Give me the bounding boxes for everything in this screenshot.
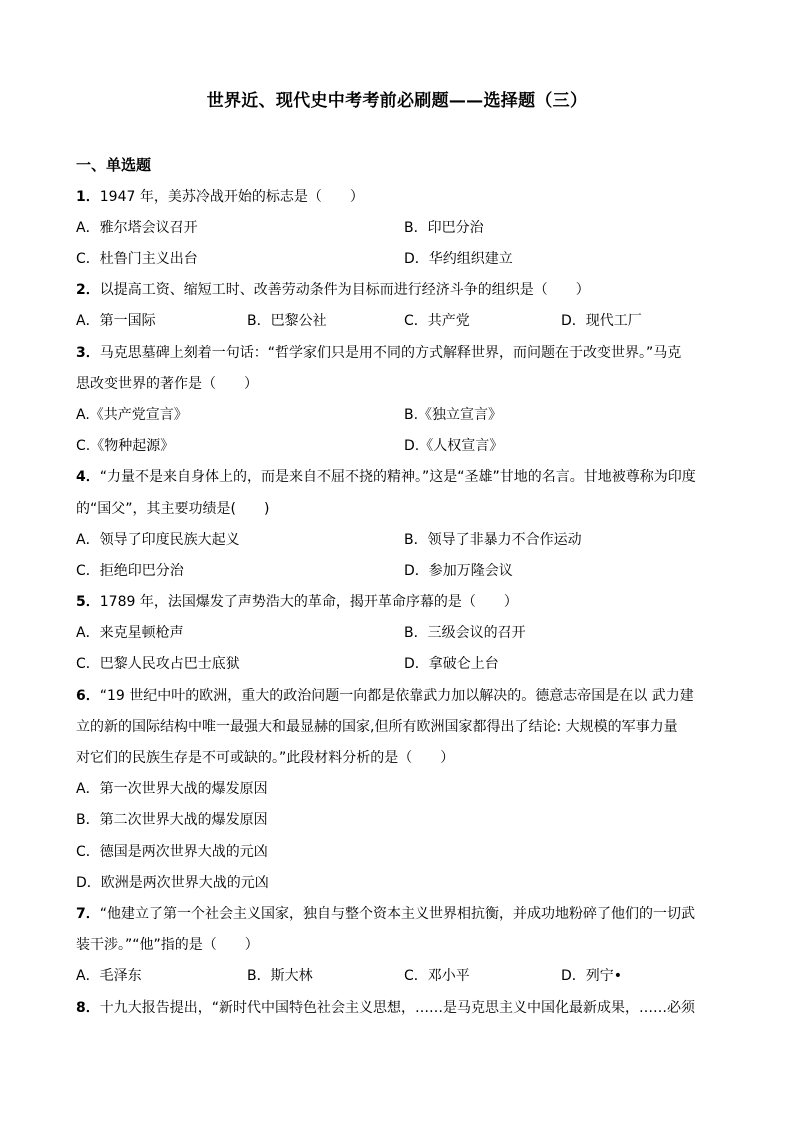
option-b: B.《独立宣言》 [404,407,503,423]
question-6-continued: 立的新的国际结构中唯一最强大和最显赫的国家,但所有欧洲国家都得出了结论: 大规模的军事力量 [76,719,678,735]
option-a: A．毛泽东 [76,968,142,984]
question-8 [76,997,695,1017]
option-a: A．雅尔塔会议召开 [76,220,198,236]
option-d: D．拿破仑上台 [404,656,499,672]
question-text: “19 世纪中叶的欧洲，重大的政治问题一向都是依靠武力加以解决的。德意志帝国是在以 武力建 [99,688,694,704]
question-number: 8． [76,1000,100,1016]
option-c: C．邓小平 [404,968,470,984]
option-a: A．第一次世界大战的爆发原因 [76,781,268,797]
option-b: B．领导了非暴力不合作运动 [404,532,582,548]
option-b: B．印巴分治 [404,220,484,236]
question-text: “力量不是来自身体上的，而是来自不屈不挠的精神。”这是“圣雄”甘地的名言。甘地被尊称为印度 [99,469,696,485]
question-7-continued: 装干涉。”“他”指的是（ ） [76,937,259,953]
question-4 [76,466,696,486]
question-text: 1789 年，法国爆发了声势浩大的革命，揭开革命序幕的是（ ） [99,594,518,610]
option-a: A.《共产党宣言》 [76,407,188,423]
option-d: D.《人权宣言》 [404,438,504,454]
question-number: 4． [76,469,100,485]
option-b: B．三级会议的召开 [404,625,526,641]
question-1 [76,186,364,206]
option-a: A．第一国际 [76,313,156,329]
option-a: A．领导了印度民族大起义 [76,532,240,548]
question-number: 1． [76,189,100,205]
question-text: 1947 年，美苏冷战开始的标志是（ ） [99,189,364,205]
question-7 [76,903,695,923]
question-number: 7． [76,906,100,922]
option-c: C.《物种起源》 [76,438,175,454]
question-text: 十九大报告提出，“新时代中国特色社会主义思想，……是马克思主义中国化最新成果，……必须 [99,1000,696,1016]
question-3 [76,342,681,362]
option-c: C．杜鲁门主义出台 [76,251,198,267]
question-5 [76,591,518,611]
question-text: 以提高工资、缩短工时、改善劳动条件为目标而进行经济斗争的组织是（ ） [99,282,590,298]
question-number: 3． [76,345,100,361]
question-number: 2． [76,282,100,298]
question-2 [76,279,590,299]
option-c: C．拒绝印巴分治 [76,563,184,579]
option-d: D．参加万隆会议 [404,563,513,579]
question-3-continued: 思改变世界的著作是（ ） [76,376,258,392]
option-d: D．欧洲是两次世界大战的元凶 [76,875,269,891]
option-a: A．来克星顿枪声 [76,625,184,641]
question-number: 6． [76,688,100,704]
option-b: B．巴黎公社 [247,313,327,329]
question-6 [76,685,694,705]
option-d: D．列宁• [561,968,623,984]
section-heading: 一、单选题 [76,156,152,174]
question-text: 马克思墓碑上刻着一句话：“哲学家们只是用不同的方式解释世界，而问题在于改变世界。”马克 [99,345,682,361]
option-b: B．斯大林 [247,968,313,984]
option-d: D．华约组织建立 [404,251,513,267]
question-4-continued: 的“国父”，其主要功绩是( ) [76,501,270,517]
option-b: B．第二次世界大战的爆发原因 [76,812,268,828]
question-6-continued: 对它们的民族生存是不可或缺的。”此段材料分析的是（ ） [76,750,455,766]
option-c: C．德国是两次世界大战的元凶 [76,844,268,860]
option-d: D．现代工厂 [561,313,642,329]
option-c: C．巴黎人民攻占巴士底狱 [76,656,240,672]
document-title: 世界近、现代史中考考前必刷题——选择题（三） [206,91,588,111]
option-c: C．共产党 [404,313,470,329]
question-number: 5． [76,594,100,610]
question-text: “他建立了第一个社会主义国家，独自与整个资本主义世界相抗衡，并成功地粉碎了他们的一切武 [99,906,696,922]
